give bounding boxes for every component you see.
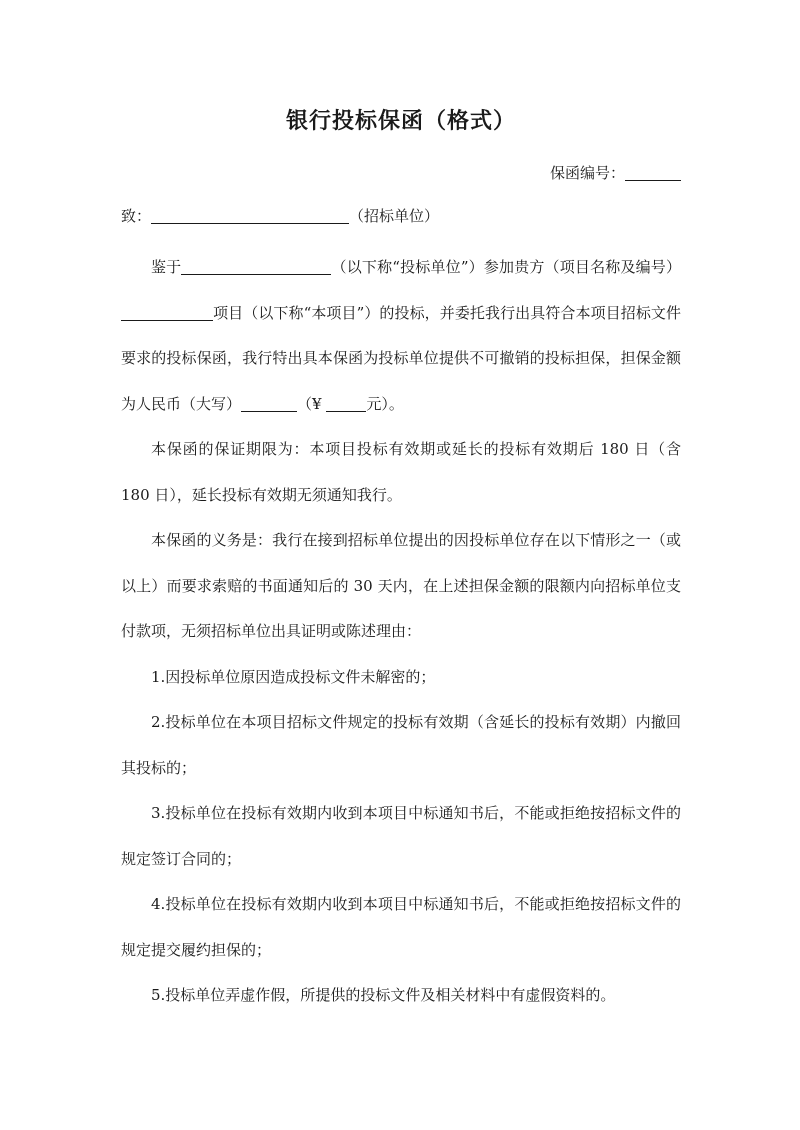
list-item: 2.投标单位在本项目招标文件规定的投标有效期（含延长的投标有效期）内撤回其投标的； <box>121 713 681 777</box>
document-page <box>121 0 681 1130</box>
list-item: 4.投标单位在投标有效期内收到本项目中标通知书后，不能或拒绝按招标文件的规定提交履约担保的； <box>121 895 681 959</box>
guarantee-number-blank <box>625 163 681 181</box>
whereas-text-a: 鉴于 <box>151 258 182 276</box>
addressee-prefix: 致： <box>121 207 152 225</box>
guarantee-number-line <box>550 160 681 186</box>
document-body <box>121 245 681 1019</box>
list-item: 5.投标单位弄虚作假，所提供的投标文件及相关材料中有虚假资料的。 <box>151 986 616 1004</box>
whereas-text-d: （¥ <box>297 394 327 413</box>
addressee-suffix: （招标单位） <box>349 207 440 225</box>
list-item: 1.因投标单位原因造成投标文件未解密的； <box>151 667 436 686</box>
paragraph-obligation: 本保函的义务是：我行在接到招标单位提出的因投标单位存在以下情形之一（或以上）而要求索赔的书面通知后的 30 天内，在上述担保金额的限额内向招标单位支付款项，无须招标单位出具证明或陈述理由： <box>121 531 681 640</box>
paragraph-validity: 本保函的保证期限为：本项目投标有效期或延长的投标有效期后 180 日（含 180 日），延长投标有效期无须通知我行。 <box>121 440 681 504</box>
document-title: 银行投标保函（格式） <box>285 109 516 134</box>
whereas-text-b: （以下称“投标单位”）参加贵方（项目名称及编号） <box>331 258 681 276</box>
amount-figure-blank <box>326 394 366 412</box>
whereas-text-e: 元）。 <box>366 394 404 413</box>
addressee-line <box>121 203 439 229</box>
list-item: 3.投标单位在投标有效期内收到本项目中标通知书后，不能或拒绝按招标文件的规定签订合同的； <box>121 804 681 868</box>
bidder-name-blank <box>181 257 331 275</box>
addressee-blank <box>151 206 349 224</box>
project-name-blank <box>121 303 213 321</box>
paragraph-whereas <box>121 245 681 427</box>
amount-words-blank <box>241 394 297 412</box>
guarantee-number-label: 保函编号： <box>549 164 625 182</box>
whereas-text-c: 项目（以下称“本项目”）的投标，并委托我行出具符合本项目招标文件要求的投标保函，我行特出具本保函为投标单位提供不可撤销的投标担保，担保金额为人民币（大写） <box>121 303 681 413</box>
